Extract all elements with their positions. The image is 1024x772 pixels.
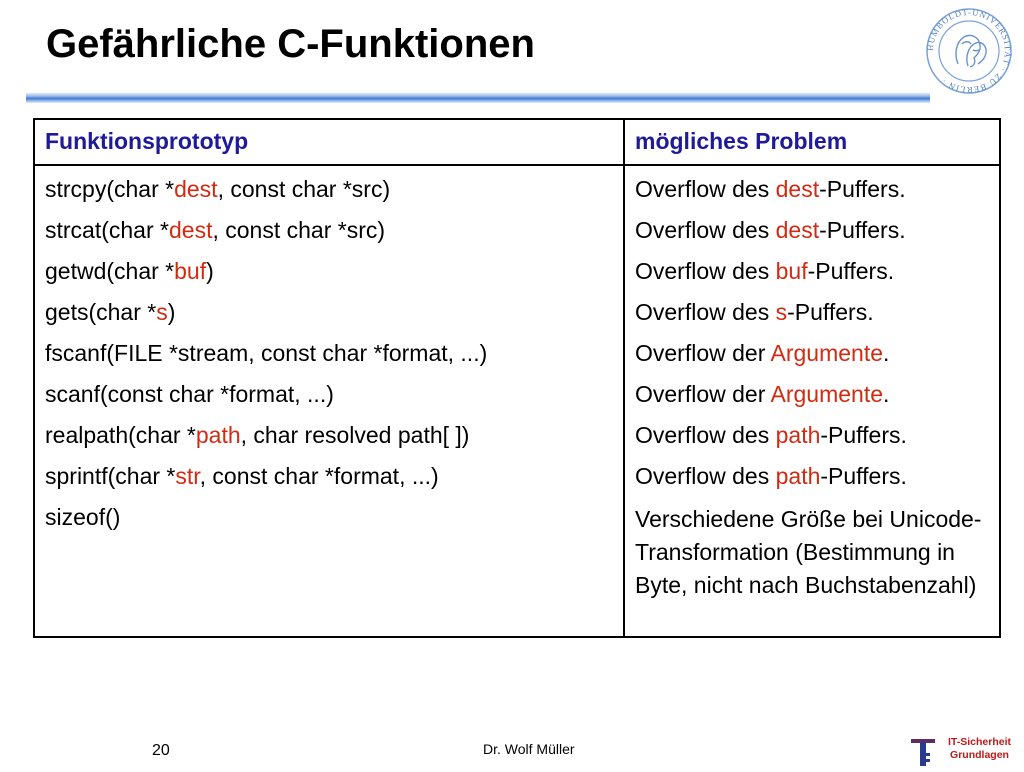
prototype-text: ) <box>206 258 214 284</box>
prototype-text: , const char *src) <box>212 217 386 243</box>
problem-text: Overflow des <box>635 463 776 489</box>
problem-text: -Puffers. <box>819 176 906 202</box>
svg-text:HUMBOLDT-UNIVERSITÄT · ZU BERL: HUMBOLDT-UNIVERSITÄT · ZU BERLIN · <box>924 6 1014 96</box>
university-seal-logo <box>924 6 1014 96</box>
problem-note: Verschiedene Größe bei Unicode-Transformation (Bestimmung in Byte, nicht nach Buchstabenzahl) <box>635 506 982 598</box>
prototype-line <box>45 251 613 292</box>
problem-text: Overflow des <box>635 258 776 284</box>
problem-line <box>635 456 989 497</box>
problem-cell <box>624 165 1000 637</box>
problem-text: -Puffers. <box>820 463 907 489</box>
prototype-line <box>45 374 613 415</box>
problem-text: Overflow des <box>635 217 776 243</box>
prototype-highlight: dest <box>174 176 218 202</box>
prototype-highlight: path <box>195 422 241 448</box>
problem-text: . <box>883 381 890 407</box>
prototype-line <box>45 415 613 456</box>
column-header-problem: mögliches Problem <box>624 119 1000 165</box>
problem-text: -Puffers. <box>807 258 895 284</box>
column-header-prototype: Funktionsprototyp <box>34 119 624 165</box>
prototype-text: strcpy(char * <box>45 176 175 202</box>
problem-highlight: buf <box>775 258 808 284</box>
prototype-text: realpath(char * <box>45 422 196 448</box>
problem-line <box>635 333 989 374</box>
problem-highlight: Argumente <box>770 340 884 366</box>
problem-text: Overflow des <box>635 299 776 325</box>
prototype-highlight: dest <box>168 217 213 243</box>
problem-highlight: s <box>775 299 788 325</box>
problem-line <box>635 251 989 292</box>
problem-highlight: dest <box>775 217 820 243</box>
prototype-text: , const char *format, ...) <box>199 463 439 489</box>
prototype-text: getwd(char * <box>45 258 175 284</box>
problem-line <box>635 292 989 333</box>
brand-line-2: Grundlagen <box>950 749 1009 761</box>
prototype-highlight: str <box>175 463 200 489</box>
problem-text: Overflow der <box>635 340 771 366</box>
problem-text: . <box>883 340 890 366</box>
problem-line <box>635 210 989 251</box>
brand-text <box>948 736 1011 762</box>
prototype-text: sprintf(char * <box>45 463 176 489</box>
problem-highlight: path <box>775 422 821 448</box>
prototype-cell <box>34 165 624 637</box>
prototype-highlight: buf <box>174 258 207 284</box>
prototype-line <box>45 292 613 333</box>
prototype-line <box>45 210 613 251</box>
problem-text: -Puffers. <box>819 217 906 243</box>
prototype-text: strcat(char * <box>45 217 169 243</box>
slide-title: Gefährliche C-Funktionen <box>46 22 535 66</box>
prototype-line: sizeof() <box>45 504 121 530</box>
problem-highlight: dest <box>775 176 820 202</box>
page-number: 20 <box>152 742 170 759</box>
problem-text: Overflow der <box>635 381 771 407</box>
prototype-line <box>45 456 613 497</box>
prototype-highlight: s <box>156 299 168 325</box>
prototype-text: , const char *src) <box>217 176 391 202</box>
prototype-line <box>45 169 613 210</box>
problem-line <box>635 415 989 456</box>
problem-text: Overflow des <box>635 176 776 202</box>
prototype-text: ) <box>167 299 176 325</box>
problem-text: -Puffers. <box>787 299 874 325</box>
key-icon <box>909 733 949 767</box>
author-name: Dr. Wolf Müller <box>483 741 575 757</box>
brand-line-1: IT-Sicherheit <box>948 736 1012 748</box>
problem-line <box>635 374 989 415</box>
prototype-line <box>45 333 613 374</box>
title-underline-divider <box>26 93 930 103</box>
dangerous-functions-table <box>33 118 1001 638</box>
table-header-row <box>34 119 1000 165</box>
problem-highlight: path <box>775 463 821 489</box>
prototype-text: gets(char * <box>45 299 157 325</box>
problem-text: Overflow des <box>635 422 776 448</box>
prototype-text: scanf(const char *format, ...) <box>45 381 334 407</box>
problem-highlight: Argumente <box>770 381 884 407</box>
prototype-text: , char resolved path[ ]) <box>240 422 470 448</box>
table-row <box>34 165 1000 637</box>
problem-line <box>635 169 989 210</box>
prototype-text: fscanf(FILE *stream, const char *format, ...) <box>45 340 488 366</box>
problem-text: -Puffers. <box>820 422 907 448</box>
